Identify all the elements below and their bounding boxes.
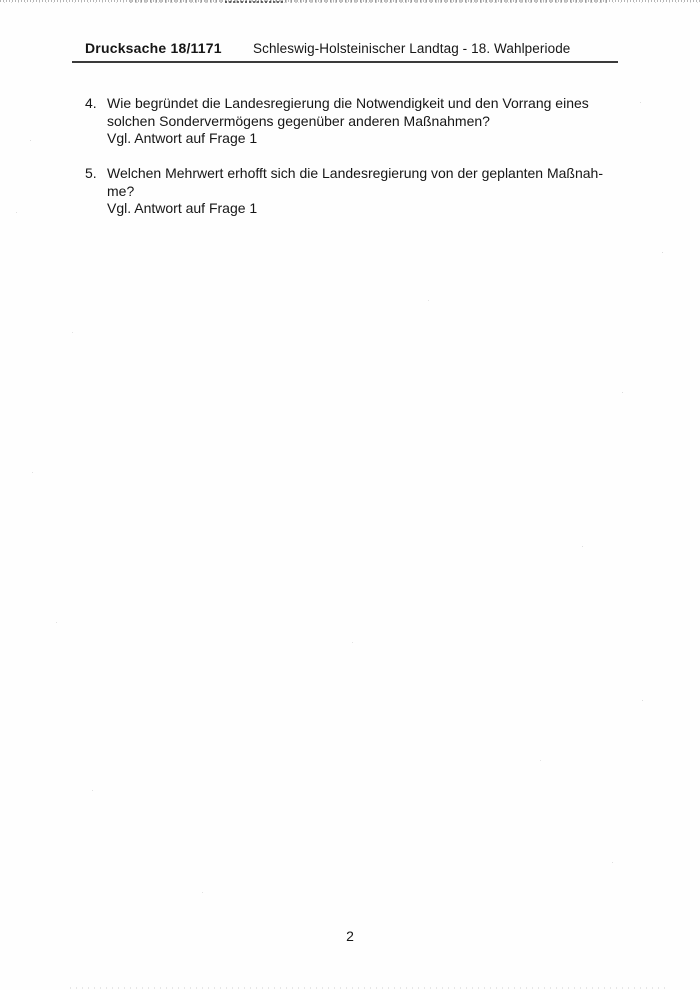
question-item-4 — [85, 95, 607, 148]
question-text-line: solchen Sondervermögens gegenüber anderen Maßnahmen? — [107, 112, 490, 129]
document-number: Drucksache 18/1171 — [85, 40, 222, 56]
question-number: 5. — [85, 165, 97, 181]
question-number: 4. — [85, 95, 97, 111]
scan-noise-top-dense — [130, 0, 610, 3]
question-text-line: Wie begründet die Landesregierung die Notwendigkeit und den Vorrang eines — [107, 95, 589, 111]
header-title: Schleswig-Holsteinischer Landtag - 18. Wahlperiode — [253, 41, 571, 56]
header-divider — [72, 61, 618, 63]
page-number: 2 — [346, 928, 354, 944]
question-body — [107, 95, 607, 148]
question-item-5 — [85, 165, 607, 218]
answer-reference: Vgl. Antwort auf Frage 1 — [107, 200, 258, 216]
scan-noise-top-dark-cluster — [225, 1, 285, 3]
question-text-line: me? — [107, 182, 135, 199]
question-text-line: Welchen Mehrwert erhofft sich die Landesregierung von der geplanten Maßnah- — [107, 165, 603, 181]
answer-reference: Vgl. Antwort auf Frage 1 — [107, 130, 258, 146]
question-body — [107, 165, 607, 218]
scan-noise-bottom-band — [70, 987, 670, 989]
scan-speckles — [0, 0, 1, 1]
